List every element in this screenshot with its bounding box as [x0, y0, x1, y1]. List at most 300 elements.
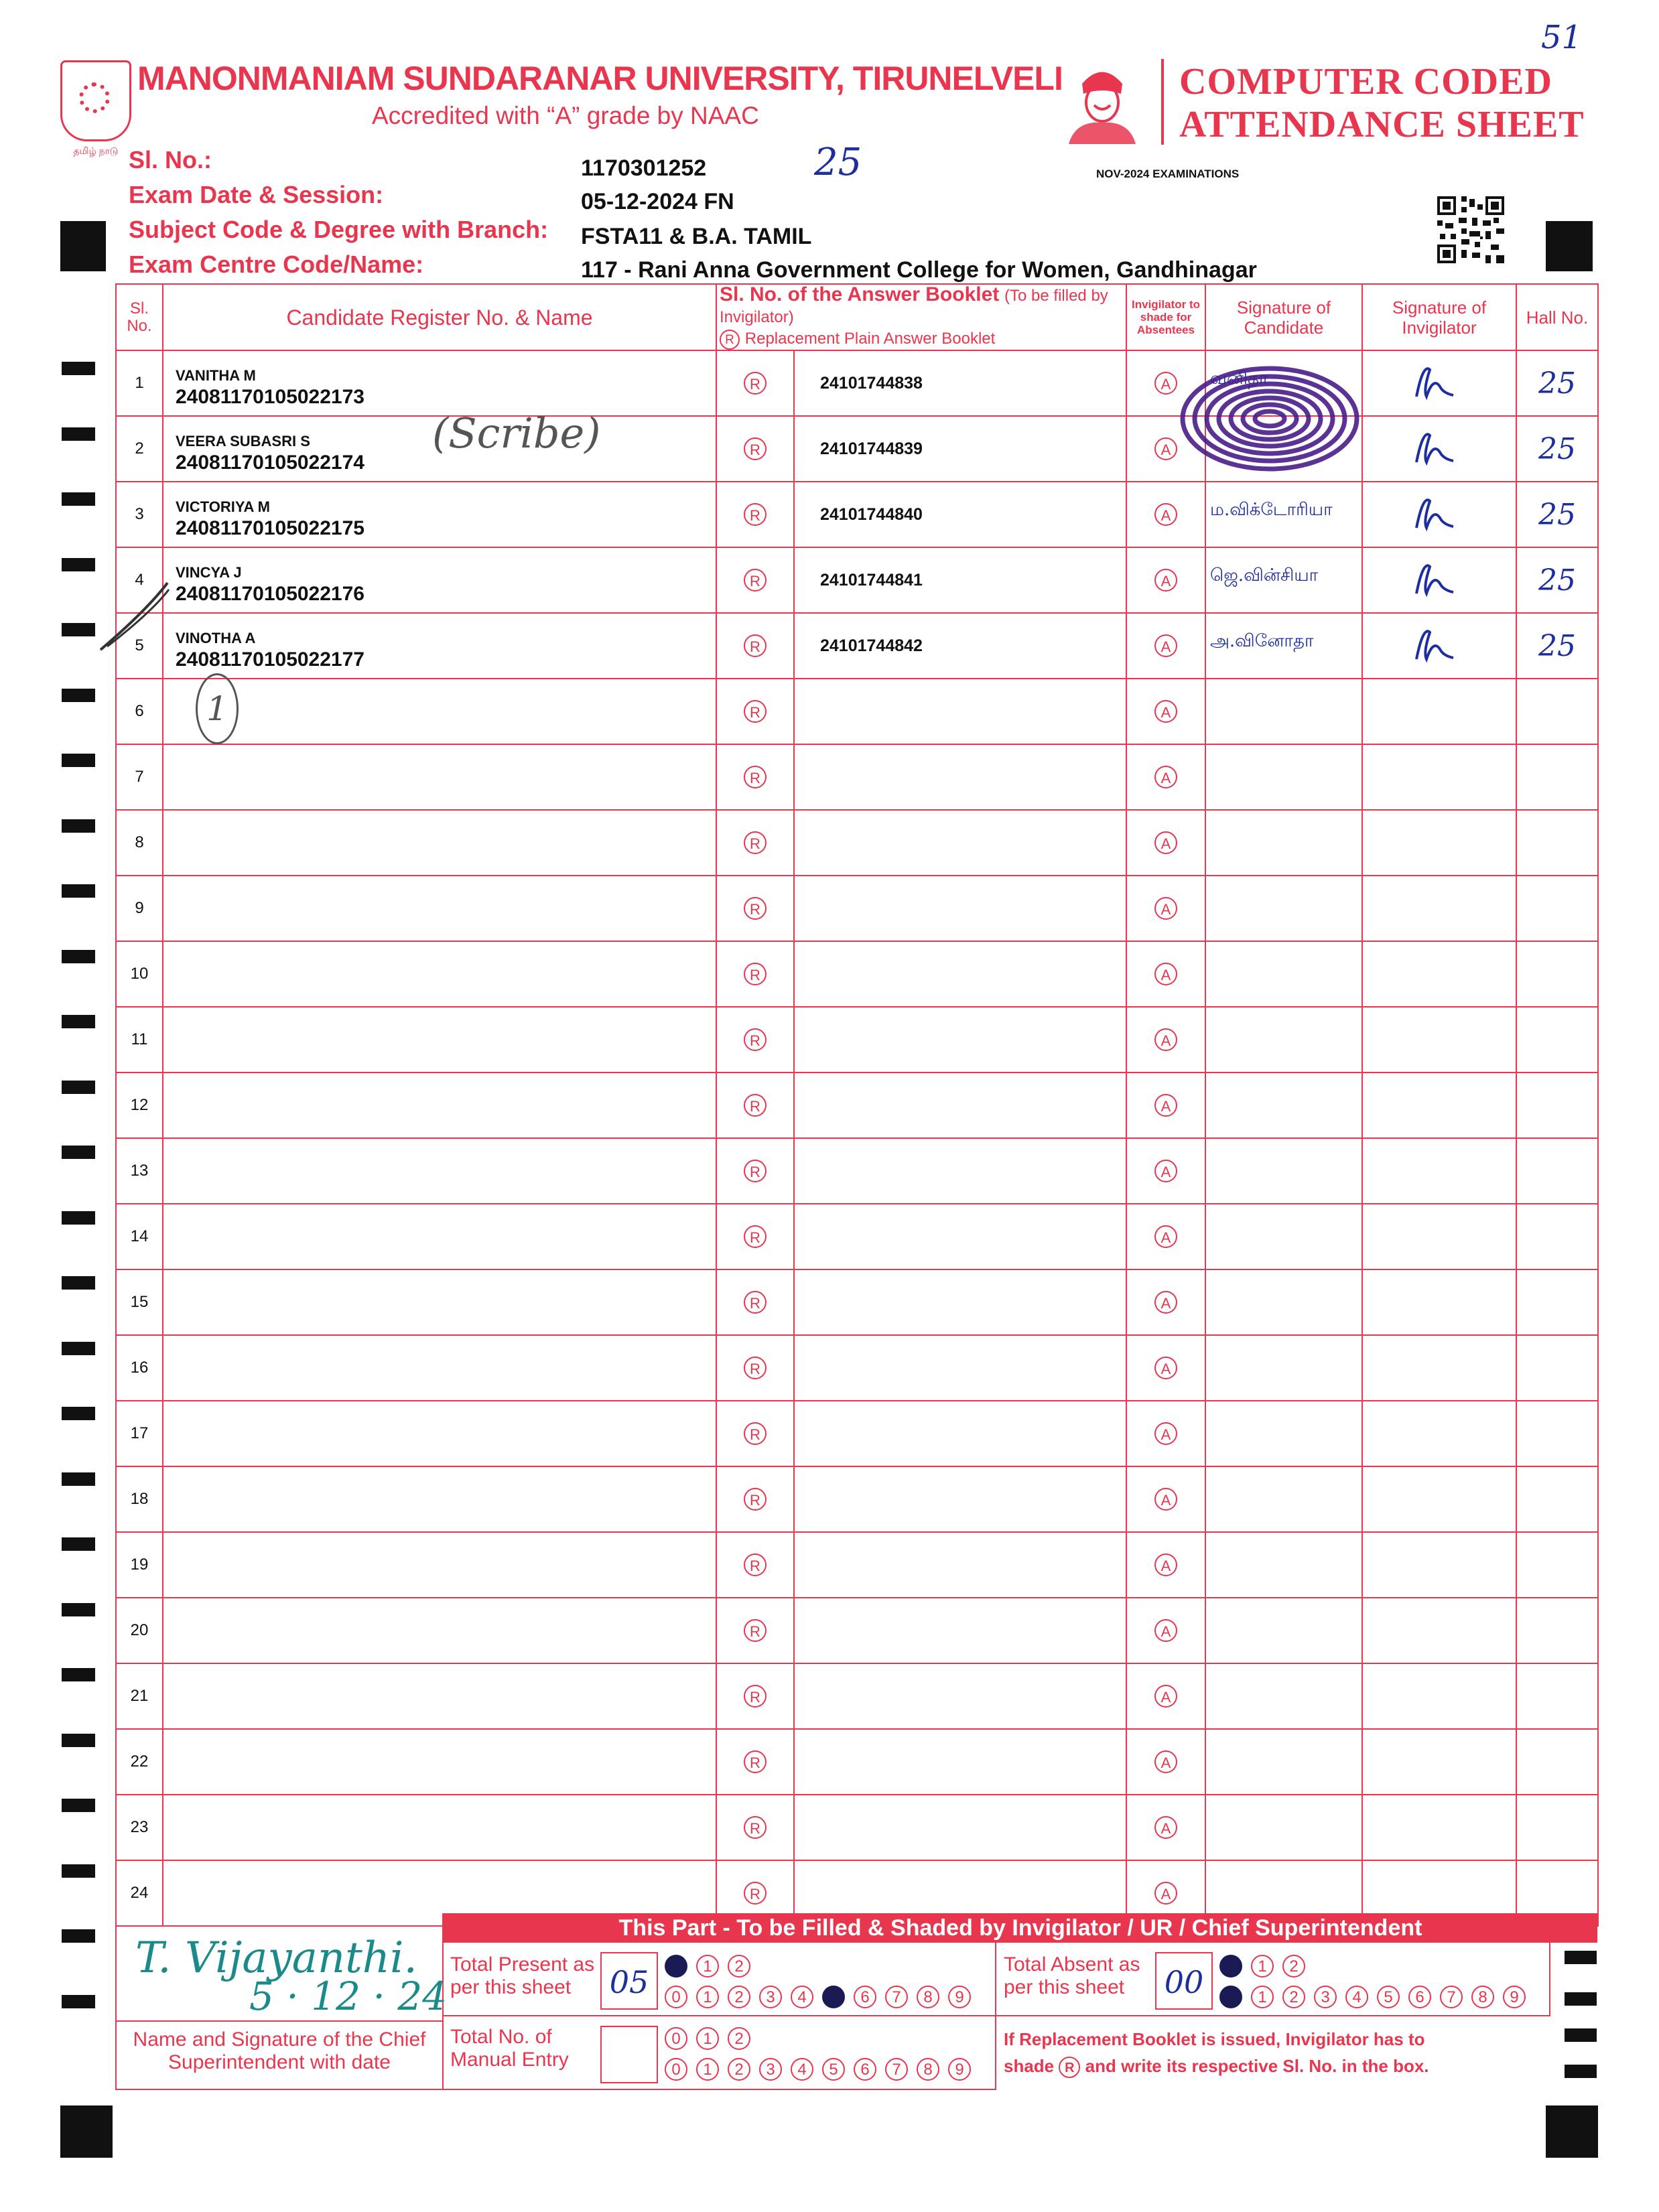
subject-value: FSTA11 & B.A. TAMIL [581, 224, 812, 249]
register-number: 24081170105022177 [176, 648, 364, 671]
replacement-bubble[interactable]: R [744, 1488, 767, 1511]
timing-tick [62, 427, 95, 441]
replacement-bubble-cell[interactable] [716, 1073, 794, 1138]
replacement-bubble[interactable]: R [744, 634, 767, 657]
absent-bubble-cell[interactable] [1126, 744, 1205, 810]
exam-date-label: Exam Date & Session: [129, 181, 384, 208]
booklet-number [794, 876, 1126, 941]
timing-tick [1565, 1951, 1597, 1964]
gear-emblem-icon [79, 82, 110, 113]
booklet-number [794, 1729, 1126, 1795]
replacement-bubble-cell[interactable] [716, 547, 794, 613]
digit-bubble[interactable]: 9 [948, 1986, 971, 2008]
hall-number: 25 [1516, 350, 1598, 416]
absent-bubble[interactable]: A [1154, 1619, 1177, 1642]
manual-tens-bubbles[interactable] [665, 2027, 759, 2050]
digit-bubble[interactable]: 7 [1440, 1986, 1463, 2008]
replacement-bubble[interactable]: R [744, 1160, 767, 1182]
candidate-signature [1205, 744, 1362, 810]
invigilator-signature [1362, 1598, 1516, 1663]
absent-bubble[interactable]: A [1154, 503, 1177, 526]
absent-bubble-cell[interactable] [1126, 1729, 1205, 1795]
digit-bubble[interactable]: 8 [1471, 1986, 1494, 2008]
absent-bubble-cell[interactable] [1126, 1204, 1205, 1269]
row-sl-no: 22 [116, 1729, 163, 1795]
candidate-cell [163, 1795, 716, 1860]
invigilator-signature [1362, 547, 1516, 613]
candidate-signature: ஜெ.வின்சியா [1205, 547, 1362, 613]
replacement-bubble-cell[interactable] [716, 416, 794, 482]
digit-bubble[interactable]: 7 [885, 1986, 908, 2008]
hall-number [1516, 1335, 1598, 1401]
table-row [116, 613, 1598, 679]
absent-bubble[interactable]: A [1154, 1882, 1177, 1905]
replacement-bubble-cell[interactable] [716, 1204, 794, 1269]
row-sl-no: 16 [116, 1335, 163, 1401]
candidate-cell [163, 547, 716, 613]
digit-bubble[interactable]: 2 [728, 2027, 750, 2050]
absent-bubble-cell[interactable] [1126, 1598, 1205, 1663]
digit-bubble[interactable]: 9 [1503, 1986, 1526, 2008]
replacement-bubble[interactable]: R [744, 1619, 767, 1642]
header-invigilator-shade: Invigilator to shade for Absentees [1126, 284, 1205, 350]
replacement-bubble[interactable]: R [744, 569, 767, 592]
digit-bubble[interactable]: 5 [1377, 1986, 1400, 2008]
summary-bar-title: This Part - To be Filled & Shaded by Invigilator / UR / Chief Superintendent [444, 1913, 1597, 1943]
timing-tick [62, 1407, 95, 1420]
digit-bubble[interactable]: 2 [1282, 1955, 1305, 1978]
replacement-bubble[interactable]: R [744, 766, 767, 788]
candidate-name: VICTORIYA M [176, 498, 270, 515]
cs-label: Name and Signature of the Chief Superintendent with date [133, 2028, 426, 2073]
absent-bubble-cell[interactable] [1126, 876, 1205, 941]
candidate-cell [163, 1532, 716, 1598]
replacement-bubble[interactable]: R [744, 1882, 767, 1905]
candidate-signature [1205, 876, 1362, 941]
candidate-signature [1205, 1532, 1362, 1598]
header-candidate-signature: Signature of Candidate [1205, 284, 1362, 350]
timing-tick [62, 1864, 95, 1878]
replacement-bubble-cell[interactable] [716, 1138, 794, 1204]
candidate-signature: ம.விக்டோரியா [1205, 482, 1362, 547]
absent-bubble[interactable]: A [1154, 1422, 1177, 1445]
table-row [116, 1466, 1598, 1532]
candidate-signature [1205, 1204, 1362, 1269]
replacement-bubble-cell[interactable] [716, 1401, 794, 1466]
booklet-number: 24101744841 [794, 547, 1126, 613]
invigilator-signature [1362, 1663, 1516, 1729]
timing-tick [62, 1734, 95, 1747]
row-sl-no: 9 [116, 876, 163, 941]
replacement-bubble[interactable]: R [744, 963, 767, 985]
digit-bubble[interactable]: 0 [665, 2027, 687, 2050]
absent-bubble-cell[interactable] [1126, 613, 1205, 679]
invigilator-signature [1362, 1466, 1516, 1532]
absent-bubble[interactable]: A [1154, 1028, 1177, 1051]
booklet-number [794, 1073, 1126, 1138]
absent-bubble[interactable]: A [1154, 1685, 1177, 1708]
replacement-bubble[interactable]: R [744, 1028, 767, 1051]
replacement-bubble[interactable]: R [744, 1422, 767, 1445]
absent-bubble-cell[interactable] [1126, 1269, 1205, 1335]
replacement-bubble[interactable]: R [744, 1225, 767, 1248]
absent-bubble-cell[interactable] [1126, 1007, 1205, 1073]
row-sl-no: 10 [116, 941, 163, 1007]
header-booklet-main: Sl. No. of the Answer Booklet [720, 283, 1000, 305]
hall-number [1516, 1795, 1598, 1860]
replacement-bubble-cell[interactable] [716, 1269, 794, 1335]
replacement-bubble-cell[interactable] [716, 679, 794, 744]
row-sl-no: 6 [116, 679, 163, 744]
absent-units-bubbles[interactable] [1219, 1986, 1534, 2008]
invigilator-signature [1362, 350, 1516, 416]
digit-bubble[interactable]: 7 [885, 2058, 908, 2081]
replacement-bubble[interactable]: R [744, 1357, 767, 1379]
attendance-table [115, 283, 1599, 1927]
digit-bubble[interactable]: 3 [1314, 1986, 1337, 2008]
candidate-cell [163, 1729, 716, 1795]
row-sl-no: 8 [116, 810, 163, 876]
table-row [116, 1138, 1598, 1204]
replacement-bubble-cell[interactable] [716, 876, 794, 941]
present-units-bubbles[interactable] [665, 1986, 980, 2008]
replacement-bubble[interactable]: R [744, 437, 767, 460]
timing-tick [62, 1211, 95, 1225]
absent-bubble[interactable]: A [1154, 1160, 1177, 1182]
candidate-signature [1205, 1007, 1362, 1073]
replacement-bubble[interactable]: R [744, 897, 767, 920]
booklet-number [794, 1335, 1126, 1401]
scribe-note: (Scribe) [432, 409, 601, 458]
absent-bubble[interactable]: A [1154, 831, 1177, 854]
digit-bubble[interactable]: 1 [696, 2027, 719, 2050]
centre-value: 117 - Rani Anna Government College for Women, Gandhinagar [581, 257, 1257, 283]
header-hall-no: Hall No. [1516, 284, 1598, 350]
replacement-bubble-cell[interactable] [716, 744, 794, 810]
hall-number [1516, 1204, 1598, 1269]
replacement-bubble-cell[interactable] [716, 941, 794, 1007]
absent-bubble[interactable]: A [1154, 963, 1177, 985]
candidate-name: VINOTHA A [176, 630, 256, 646]
table-row [116, 941, 1598, 1007]
candidate-cell [163, 1269, 716, 1335]
booklet-number [794, 1269, 1126, 1335]
candidate-cell [163, 744, 716, 810]
digit-bubble[interactable]: 4 [791, 1986, 813, 2008]
replacement-bubble[interactable]: R [744, 1750, 767, 1773]
hall-number [1516, 1532, 1598, 1598]
replacement-bubble-cell[interactable] [716, 1795, 794, 1860]
timing-tick [1565, 2028, 1597, 2042]
hall-number [1516, 941, 1598, 1007]
hall-number [1516, 744, 1598, 810]
accreditation: Accredited with “A” grade by NAAC [372, 102, 759, 129]
absent-bubble[interactable]: A [1154, 1816, 1177, 1839]
invigilator-signature [1362, 416, 1516, 482]
candidate-cell [163, 1007, 716, 1073]
invigilator-signature [1362, 810, 1516, 876]
table-row [116, 1073, 1598, 1138]
candidate-signature [1205, 941, 1362, 1007]
row-sl-no: 15 [116, 1269, 163, 1335]
hall-number [1516, 1073, 1598, 1138]
absent-bubble-cell[interactable] [1126, 1466, 1205, 1532]
digit-bubble[interactable]: 6 [854, 1986, 876, 2008]
digit-bubble[interactable]: 6 [854, 2058, 876, 2081]
replacement-bubble[interactable]: R [744, 1094, 767, 1117]
row-sl-no: 5 [116, 613, 163, 679]
invigilator-signature [1362, 1795, 1516, 1860]
candidate-signature [1205, 1138, 1362, 1204]
digit-bubble[interactable]: 0 [665, 1986, 687, 2008]
digit-bubble[interactable]: 1 [696, 1955, 719, 1978]
booklet-number [794, 1598, 1126, 1663]
booklet-number: 24101744838 [794, 350, 1126, 416]
pen-tick-mark [94, 576, 174, 656]
invigilator-signature [1362, 1269, 1516, 1335]
replacement-bubble-cell[interactable] [716, 1335, 794, 1401]
manual-entry-label: Total No. of Manual Entry [450, 2026, 569, 2071]
replacement-icon: R [1059, 2057, 1080, 2078]
absent-bubble[interactable]: A [1154, 1225, 1177, 1248]
table-header-row [116, 284, 1598, 350]
present-tens-bubbles[interactable] [665, 1955, 759, 1978]
replacement-bubble[interactable]: R [744, 831, 767, 854]
digit-bubble[interactable]: 0 [665, 1955, 687, 1978]
row-sl-no: 19 [116, 1532, 163, 1598]
hall-number [1516, 1663, 1598, 1729]
row-sl-no: 11 [116, 1007, 163, 1073]
table-row [116, 1729, 1598, 1795]
row-sl-no: 12 [116, 1073, 163, 1138]
digit-bubble[interactable]: 0 [1219, 1955, 1242, 1978]
row-sl-no: 13 [116, 1138, 163, 1204]
digit-bubble[interactable]: 2 [728, 1986, 750, 2008]
booklet-number: 24101744840 [794, 482, 1126, 547]
replacement-bubble[interactable]: R [744, 1291, 767, 1314]
corner-number: 51 [1541, 19, 1583, 56]
candidate-signature [1205, 679, 1362, 744]
invigilator-signature [1362, 744, 1516, 810]
header-booklet-sub: Replacement Plain Answer Booklet [744, 330, 996, 348]
table-row [116, 744, 1598, 810]
candidate-signature [1205, 810, 1362, 876]
absent-bubble[interactable]: A [1154, 1291, 1177, 1314]
absent-bubble-cell[interactable] [1126, 679, 1205, 744]
hall-number [1516, 679, 1598, 744]
row-sl-no: 21 [116, 1663, 163, 1729]
replacement-bubble-cell[interactable] [716, 1663, 794, 1729]
candidate-signature [1205, 1598, 1362, 1663]
replacement-icon: R [720, 330, 740, 350]
absent-bubble-cell[interactable] [1126, 810, 1205, 876]
replacement-bubble-cell[interactable] [716, 613, 794, 679]
replacement-bubble[interactable]: R [744, 503, 767, 526]
candidate-signature [1205, 1795, 1362, 1860]
timing-tick [62, 623, 95, 636]
digit-bubble[interactable]: 1 [1251, 1986, 1274, 2008]
absent-tens-bubbles[interactable] [1219, 1955, 1314, 1978]
candidate-name: VANITHA M [176, 367, 256, 384]
replacement-bubble-cell[interactable] [716, 1532, 794, 1598]
candidate-signature: அ.வினோதா [1205, 613, 1362, 679]
replacement-bubble[interactable]: R [744, 1816, 767, 1839]
digit-bubble[interactable]: 2 [1282, 1986, 1305, 2008]
sheet-title [1179, 60, 1585, 146]
replacement-bubble-cell[interactable] [716, 1598, 794, 1663]
absent-bubble[interactable]: A [1154, 700, 1177, 723]
header-booklet [716, 284, 1126, 350]
candidate-signature [1205, 1073, 1362, 1138]
absent-bubble-cell[interactable] [1126, 1073, 1205, 1138]
replacement-bubble-cell[interactable] [716, 482, 794, 547]
absent-bubble[interactable]: A [1154, 766, 1177, 788]
absent-bubble[interactable]: A [1154, 1488, 1177, 1511]
candidate-signature [1205, 1466, 1362, 1532]
replacement-bubble[interactable]: R [744, 700, 767, 723]
register-number: 24081170105022174 [176, 452, 364, 474]
cs-signature: T. Vijayanthi. [135, 1933, 417, 1983]
university-name: MANONMANIAM SUNDARANAR UNIVERSITY, TIRUNELVELI [137, 60, 1063, 97]
cs-date: 5 · 12 · 24 [249, 1974, 448, 2019]
thumb-impression [1176, 362, 1370, 476]
absent-bubble[interactable]: A [1154, 1094, 1177, 1117]
timing-tick [62, 1342, 95, 1355]
hall-number: 25 [1516, 547, 1598, 613]
replacement-bubble[interactable]: R [744, 372, 767, 395]
digit-bubble[interactable]: 0 [1219, 1986, 1242, 2008]
digit-bubble[interactable]: 9 [948, 2058, 971, 2081]
absent-bubble-cell[interactable] [1126, 1138, 1205, 1204]
digit-bubble[interactable]: 4 [1345, 1986, 1368, 2008]
digit-bubble[interactable]: 1 [696, 1986, 719, 2008]
digit-bubble[interactable]: 8 [917, 2058, 939, 2081]
booklet-number [794, 1532, 1126, 1598]
digit-bubble[interactable]: 5 [822, 1986, 845, 2008]
replacement-bubble-cell[interactable] [716, 1007, 794, 1073]
manual-units-bubbles[interactable] [665, 2058, 980, 2081]
candidate-cell [163, 1663, 716, 1729]
booklet-number [794, 1466, 1126, 1532]
hall-number [1516, 1401, 1598, 1466]
timing-tick [1565, 2065, 1597, 2078]
candidate-cell [163, 1138, 716, 1204]
replacement-bubble[interactable]: R [744, 1685, 767, 1708]
timing-tick [62, 819, 95, 833]
row-sl-no: 14 [116, 1204, 163, 1269]
candidate-cell [163, 1466, 716, 1532]
digit-bubble[interactable]: 6 [1408, 1986, 1431, 2008]
digit-bubble[interactable]: 4 [791, 2058, 813, 2081]
invigilator-signature [1362, 1401, 1516, 1466]
timing-tick [62, 1015, 95, 1028]
absent-bubble[interactable]: A [1154, 569, 1177, 592]
title-divider [1161, 59, 1164, 145]
hall-number [1516, 810, 1598, 876]
table-row [116, 1007, 1598, 1073]
header-candidate: Candidate Register No. & Name [163, 284, 716, 350]
absent-bubble[interactable]: A [1154, 1553, 1177, 1576]
absent-bubble-cell[interactable] [1126, 941, 1205, 1007]
digit-bubble[interactable]: 0 [665, 2058, 687, 2081]
absent-bubble-cell[interactable] [1126, 1335, 1205, 1401]
booklet-number [794, 1401, 1126, 1466]
timing-tick [62, 558, 95, 571]
absent-bubble-cell[interactable] [1126, 1663, 1205, 1729]
candidate-signature: வனிதா [1205, 350, 1362, 416]
booklet-number [794, 941, 1126, 1007]
digit-bubble[interactable]: 2 [728, 1955, 750, 1978]
timing-tick [62, 754, 95, 767]
booklet-number [794, 1795, 1126, 1860]
header-invigilator-signature: Signature of Invigilator [1362, 284, 1516, 350]
booklet-number [794, 744, 1126, 810]
invigilator-signature [1362, 613, 1516, 679]
absent-bubble[interactable]: A [1154, 1750, 1177, 1773]
qr-code-icon [1437, 196, 1504, 263]
timing-tick [62, 950, 95, 963]
absent-bubble-cell[interactable] [1126, 1401, 1205, 1466]
absent-bubble[interactable]: A [1154, 1357, 1177, 1379]
absent-bubble-cell[interactable] [1126, 1795, 1205, 1860]
replacement-bubble-cell[interactable] [716, 350, 794, 416]
absent-box: 00 [1155, 1952, 1213, 2010]
table-row [116, 1401, 1598, 1466]
digit-bubble[interactable]: 1 [696, 2058, 719, 2081]
absent-bubble-cell[interactable] [1126, 1532, 1205, 1598]
replacement-bubble-cell[interactable] [716, 810, 794, 876]
replacement-bubble-cell[interactable] [716, 1466, 794, 1532]
replacement-bubble-cell[interactable] [716, 1729, 794, 1795]
absent-bubble-cell[interactable] [1126, 547, 1205, 613]
digit-bubble[interactable]: 3 [759, 2058, 782, 2081]
candidate-cell [163, 482, 716, 547]
register-number: 24081170105022173 [176, 386, 364, 408]
replacement-note: If Replacement Booklet is issued, Invigilator has to shade R and write its respective Sl. No. in the box. [1004, 2026, 1429, 2079]
absent-bubble[interactable]: A [1154, 634, 1177, 657]
digit-bubble[interactable]: 2 [728, 2058, 750, 2081]
absent-label: Total Absent as per this sheet [1004, 1953, 1140, 1998]
manual-entry-box[interactable] [600, 2026, 658, 2083]
invigilator-signature [1362, 876, 1516, 941]
hall-number [1516, 1138, 1598, 1204]
row-sl-no: 2 [116, 416, 163, 482]
digit-bubble[interactable]: 8 [917, 1986, 939, 2008]
booklet-number [794, 1204, 1126, 1269]
replacement-bubble[interactable]: R [744, 1553, 767, 1576]
timing-tick [62, 1081, 95, 1094]
digit-bubble[interactable]: 5 [822, 2058, 845, 2081]
absent-bubble-cell[interactable] [1126, 482, 1205, 547]
timing-tick [62, 1276, 95, 1290]
university-logo [60, 60, 131, 156]
candidate-cell [163, 1335, 716, 1401]
absent-bubble[interactable]: A [1154, 437, 1177, 460]
row-sl-no: 4 [116, 547, 163, 613]
absent-bubble[interactable]: A [1154, 372, 1177, 395]
booklet-number: 24101744839 [794, 416, 1126, 482]
candidate-signature [1205, 1663, 1362, 1729]
digit-bubble[interactable]: 1 [1251, 1955, 1274, 1978]
register-number: 24081170105022176 [176, 583, 364, 605]
absent-bubble[interactable]: A [1154, 897, 1177, 920]
exam-date-value: 05-12-2024 FN [581, 189, 734, 214]
timing-tick [62, 689, 95, 702]
digit-bubble[interactable]: 3 [759, 1986, 782, 2008]
hall-number [1516, 1466, 1598, 1532]
candidate-cell [163, 679, 716, 744]
invigilator-signature [1362, 482, 1516, 547]
